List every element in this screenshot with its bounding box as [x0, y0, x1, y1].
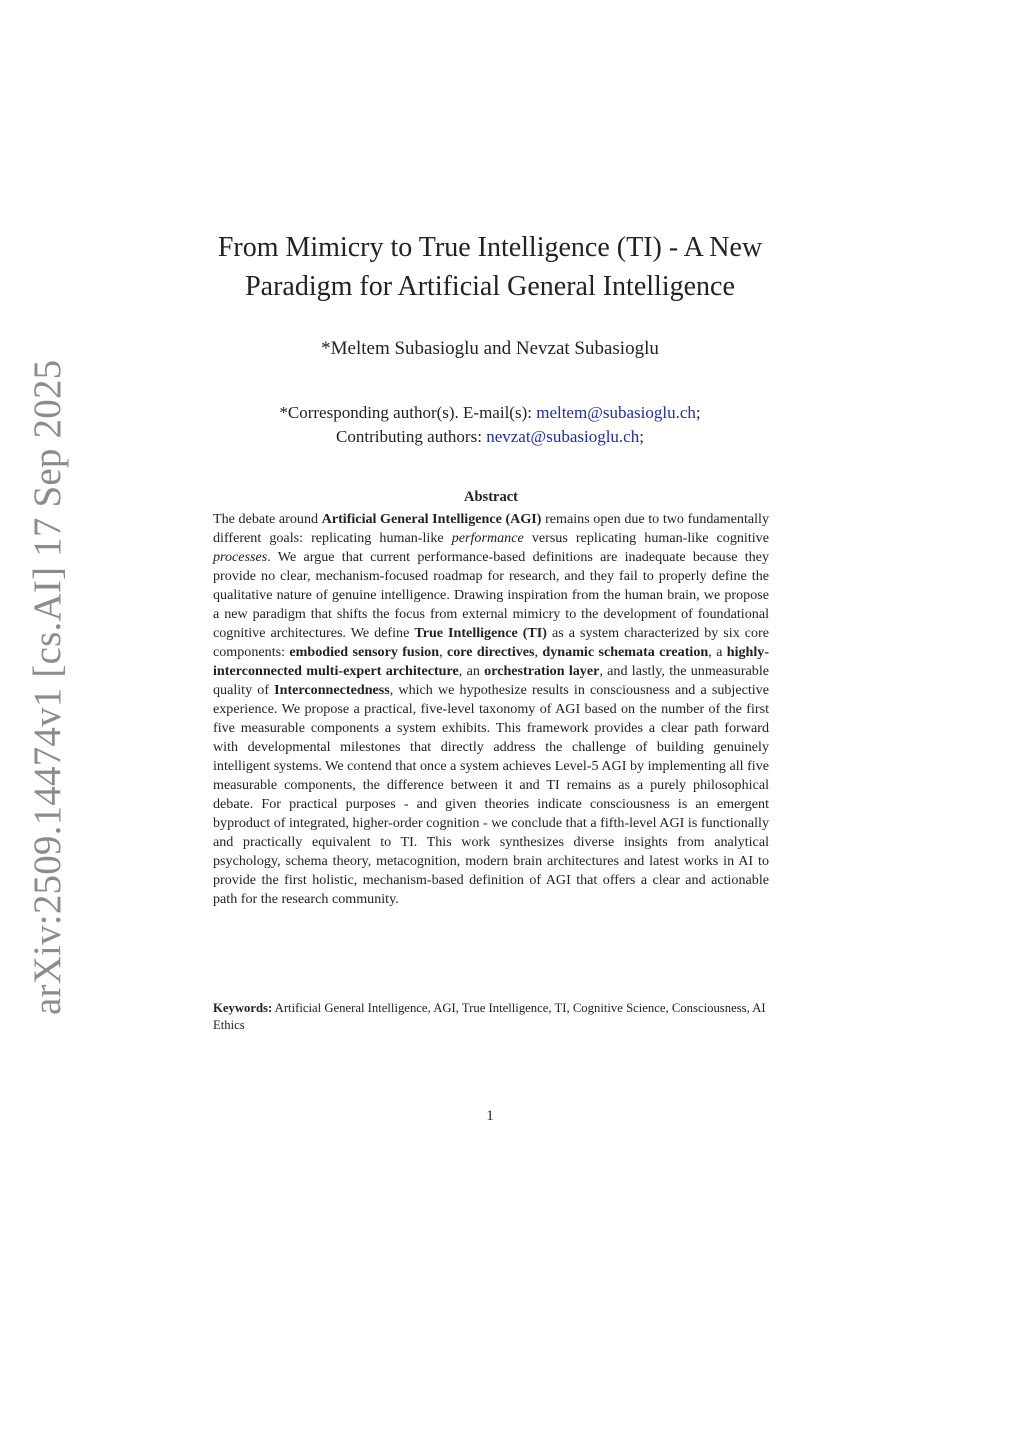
paper-title-line-2: Paradigm for Artificial General Intelligence — [245, 271, 735, 302]
abstract-text: remains open due to two fundamentally different goals: replicating human-like — [213, 511, 769, 546]
corresponding-suffix: ; — [695, 403, 701, 422]
corresponding-label: *Corresponding author(s). E-mail(s): — [279, 403, 537, 422]
paper-title-line-1: From Mimicry to True Intelligence (TI) - A New — [217, 232, 763, 263]
arxiv-identifier-stamp: arXiv:2509.14474v1 [cs.AI] 17 Sep 2025 — [26, 359, 69, 1015]
abstract-text: versus replicating human-like cognitive — [523, 530, 769, 546]
abstract-term-interconnectedness: Interconnectedness — [274, 682, 390, 698]
contributing-suffix: ; — [639, 427, 644, 446]
abstract-text: as a system characterized by six core components: — [213, 625, 769, 660]
abstract-term-embodied-sensory-fusion: embodied sensory fusion — [289, 644, 440, 660]
abstract-heading: Abstract — [464, 489, 518, 505]
author-list: *Meltem Subasioglu and Nevzat Subasioglu — [321, 338, 659, 359]
abstract-emphasis-processes: processes — [213, 549, 268, 565]
keywords-label: Keywords: — [213, 1001, 273, 1015]
page-number: 1 — [486, 1108, 494, 1124]
keywords-text: Artificial General Intelligence, AGI, True Intelligence, TI, Cognitive Science, Consciousness, AI Ethics — [213, 1001, 766, 1032]
abstract-text: , and lastly, the unmeasurable quality of — [213, 663, 769, 698]
abstract-emphasis-performance: performance — [451, 530, 524, 546]
abstract-term-dynamic-schemata-creation: dynamic schemata creation — [542, 644, 709, 660]
abstract-term-true-intelligence: True Intelligence (TI) — [414, 625, 547, 641]
abstract-term-agi: Artificial General Intelligence (AGI) — [321, 511, 542, 527]
abstract-text: , an — [458, 663, 485, 679]
author-contact-block — [150, 401, 830, 449]
abstract-text: , a — [708, 644, 727, 660]
contributing-label: Contributing authors: — [336, 427, 487, 446]
abstract-term-core-directives: core directives — [446, 644, 535, 660]
abstract-text: The debate around — [213, 511, 322, 527]
abstract-term-multi-expert-architecture: highly-interconnected multi-expert architecture — [213, 644, 770, 679]
abstract-body — [213, 510, 769, 909]
contributing-email-link[interactable]: nevzat@subasioglu.ch — [486, 427, 640, 446]
abstract-term-orchestration-layer: orchestration layer — [484, 663, 600, 679]
paper-title — [150, 228, 830, 306]
corresponding-email-link[interactable]: meltem@subasioglu.ch — [536, 403, 696, 422]
abstract-text: , which we hypothesize results in consciousness and a subjective experience. We propose a practical, five-level taxonomy of AGI based on the number of the first five measurable components a system exhibits. This framework provides a clear path forward with developmental milestones that directly address the challenge of building genuinely intelligent systems. We contend that once a system achieves Level-5 AGI by implementing all five measurable components, the difference between it and TI remains as a purely philosophical debate. For practical purposes - and given theories indicate consciousness is an emergent byproduct of integrated, higher-order cognition - we conclude that a fifth-level AGI is functionally and practically equivalent to TI. This work synthesizes diverse insights from analytical psychology, schema theory, metacognition, modern brain architectures and latest works in AI to provide the first holistic, mechanism-based definition of AGI that offers a clear and actionable path for the research community. — [213, 682, 769, 907]
keywords-block — [213, 1000, 769, 1034]
abstract-text: , — [534, 644, 543, 660]
abstract-text: . We argue that current performance-based definitions are inadequate because they provide no clear, mechanism-focused roadmap for research, and they fail to properly define the qualitative nature of genuine intelligence. Drawing inspiration from the human brain, we propose a new paradigm that shifts the focus from external mimicry to the development of foundational cognitive architectures. We define — [213, 549, 769, 641]
abstract-text: , — [439, 644, 447, 660]
